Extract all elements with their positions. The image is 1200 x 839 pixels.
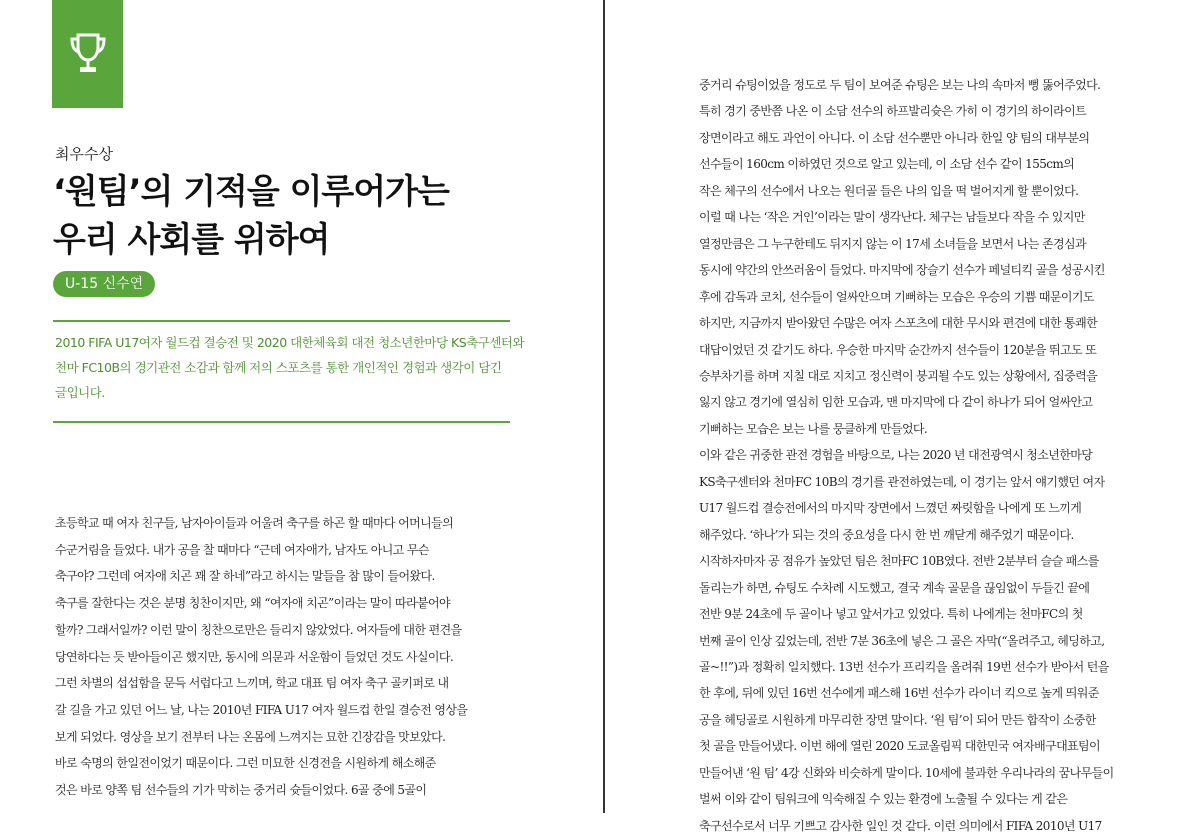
text-line: 하지만, 지금까지 받아왔던 수많은 여자 스포츠에 대한 무시와 편견에 대한 통쾌한: [699, 316, 1098, 331]
text-line: 축구를 잘한다는 것은 분명 칭찬이지만, 왜 “여자애 치곤”이라는 말이 따라붙어야: [55, 596, 450, 611]
text-line: 공을 헤딩골로 시원하게 마무리한 장면 말이다. ‘원 팀’이 되어 만든 합작이 소중한: [699, 712, 1096, 727]
text-line: 이와 같은 귀중한 관전 경험을 바탕으로, 나는 2020 년 대전광역시 청소년한마당: [699, 448, 1093, 463]
summary-block: [55, 330, 525, 405]
summary-rule-bottom: [53, 421, 510, 423]
text-line: 한 후에, 뒤에 있던 16번 선수에게 패스해 16번 선수가 라이너 킥으로 높게 띄워준: [699, 686, 1099, 701]
text-line: 전반 9분 24초에 두 골이나 넣고 앞서가고 있었다. 특히 나에게는 천마FC의 첫: [699, 607, 1083, 622]
left-body-text: [55, 510, 517, 804]
text-line: 번째 골이 인상 깊었는데, 전반 7분 36초에 넣은 그 골은 자막(“올려주고, 헤딩하고,: [699, 633, 1105, 648]
text-line: 초등학교 때 여자 친구들, 남자아이들과 어울려 축구를 하곤 할 때마다 어머니들의: [55, 516, 454, 530]
text-line: 돌리는가 하면, 슈팅도 수차례 시도했고, 결국 계속 골문을 끊임없이 두들긴 끝에: [699, 580, 1090, 595]
text-line: 선수들이 160cm 이하였던 것으로 알고 있는데, 이 소담 선수 같이 155cm의: [699, 157, 1075, 172]
text-line: 열정만큼은 그 누구한테도 뒤지지 않는 이 17세 소녀들을 보면서 나는 존경심과: [699, 236, 1086, 251]
award-category: 최우수상: [55, 145, 113, 163]
text-line: 그런 차별의 섭섭함을 문득 서럽다고 느끼며, 학교 대표 팀 여자 축구 골키퍼로 내: [55, 676, 449, 691]
text-line: 동시에 약간의 안쓰러움이 들었다. 마지막에 장슬기 선수가 페널티킥 골을 성공시킨: [699, 263, 1105, 278]
essay-title: [53, 168, 533, 264]
summary-line: 천마 FC10B의 경기관전 소감과 함께 저의 스포츠를 통한 개인적인 경험과 생각이 담긴: [55, 360, 502, 375]
text-line: 후에 감독과 코치, 선수들이 얼싸안으며 기뻐하는 모습은 우승의 기쁨 때문이기도: [699, 289, 1094, 304]
text-line: U17 월드컵 결승전에서의 마지막 장면에서 느꼈던 짜릿함을 나에게 또 느끼게: [699, 501, 1082, 516]
summary-line: 2010 FIFA U17여자 월드컵 결승전 및 2020 대한체육회 대전 청소년한마당 KS축구센터와: [55, 335, 525, 350]
text-line: 작은 체구의 선수에서 나오는 원더골 들은 나의 입을 떡 벌어지게 할 뿐이었다.: [699, 183, 1079, 198]
title-line: ‘원팀’의 기적을 이루어가는: [53, 172, 449, 212]
text-line: 장면이라고 해도 과언이 아니다. 이 소담 선수뿐만 아니라 한일 양 팀의 대부분의: [699, 130, 1090, 145]
author-badge: U-15 신수연: [53, 271, 155, 297]
text-line: 골~!!”)과 정확히 일치했다. 13번 선수가 프리킥을 올려줘 19번 선수가 받아서 턴을: [699, 659, 1109, 674]
summary-rule-top: [53, 320, 510, 322]
title-line: 우리 사회를 위하여: [53, 220, 330, 260]
text-line: 바로 숙명의 한일전이었기 때문이다. 그런 미묘한 신경전을 시원하게 해소해준: [55, 756, 436, 771]
text-line: 당연하다는 듯 받아들이곤 했지만, 동시에 의문과 서운함이 들었던 것도 사실이다.: [55, 649, 454, 664]
left-page: [0, 0, 603, 813]
text-line: 벌써 이와 같이 팀워크에 익숙해질 수 있는 환경에 노출될 수 있다는 게 같은: [699, 792, 1068, 807]
text-line: 보게 되었다. 영상을 보기 전부터 나는 온몸에 느껴지는 묘한 긴장감을 맛보았다.: [55, 729, 446, 744]
trophy-icon: [68, 31, 108, 77]
text-line: 첫 골을 만들어냈다. 이번 해에 열린 2020 도쿄올림픽 대한민국 여자배구대표팀이: [699, 739, 1101, 754]
text-line: 특히 경기 중반쯤 나온 이 소담 선수의 하프발리슛은 가히 이 경기의 하이라이트: [699, 104, 1087, 119]
right-page: [605, 0, 1200, 833]
text-line: 승부차기를 하며 지칠 대로 지치고 정신력이 붕괴될 수도 있는 상황에서, 집중력을: [699, 368, 1098, 383]
text-line: 해주었다. ‘하나’가 되는 것의 중요성을 다시 한 번 깨닫게 해주었기 때문이다.: [699, 527, 1074, 542]
chapter-tab: [52, 0, 123, 108]
text-line: 할까? 그래서일까? 이런 말이 칭찬으로만은 들리지 않았었다. 여자들에 대한 편견을: [55, 622, 462, 637]
text-line: 만들어낸 ‘원 팀’ 4강 신화와 비슷하게 말이다. 10세에 불과한 우리나라의 꿈나무들이: [699, 765, 1114, 780]
text-line: 축구선수로서 너무 기쁘고 감사한 일인 것 같다. 이런 의미에서 FIFA 2010년 U17: [699, 818, 1102, 833]
text-line: 기뻐하는 모습은 보는 나를 뭉클하게 만들었다.: [699, 421, 928, 436]
summary-line: 글입니다.: [55, 385, 105, 400]
text-line: 것은 바로 양쪽 팀 선수들의 기가 막히는 중거리 슛들이었다. 6골 중에 5골이: [55, 783, 427, 798]
text-line: 갈 길을 가고 있던 어느 날, 나는 2010년 FIFA U17 여자 월드컵 한일 결승전 영상을: [55, 702, 468, 717]
text-line: 잃지 않고 경기에 열심히 임한 모습과, 맨 마지막에 다 같이 하나가 되어 얼싸안고: [699, 395, 1093, 410]
text-line: KS축구센터와 천마FC 10B의 경기를 관전하였는데, 이 경기는 앞서 얘기했던 여자: [699, 474, 1105, 489]
text-line: 대답이었던 것 같기도 하다. 우승한 마지막 순간까지 선수들이 120분을 뛰고도 또: [699, 342, 1097, 357]
text-line: 시작하자마자 공 점유가 높았던 팀은 천마FC 10B였다. 전반 2분부터 슬슬 패스를: [699, 554, 1099, 569]
text-line: 수군거림을 들었다. 내가 공을 찰 때마다 “근데 여자애가, 남자도 아니고 무슨: [55, 542, 429, 557]
text-line: 축구야? 그런데 여자애 치곤 꽤 잘 하네”라고 하시는 말들을 참 많이 들어왔다.: [55, 569, 435, 584]
text-line: 중거리 슈팅이었을 정도로 두 팀이 보여준 슈팅은 보는 나의 속마저 뻥 뚫어주었다.: [699, 78, 1101, 92]
right-body-text: [699, 72, 1165, 839]
text-line: 이럴 때 나는 ‘작은 거인’이라는 말이 생각난다. 체구는 남들보다 작을 수 있지만: [699, 210, 1085, 225]
